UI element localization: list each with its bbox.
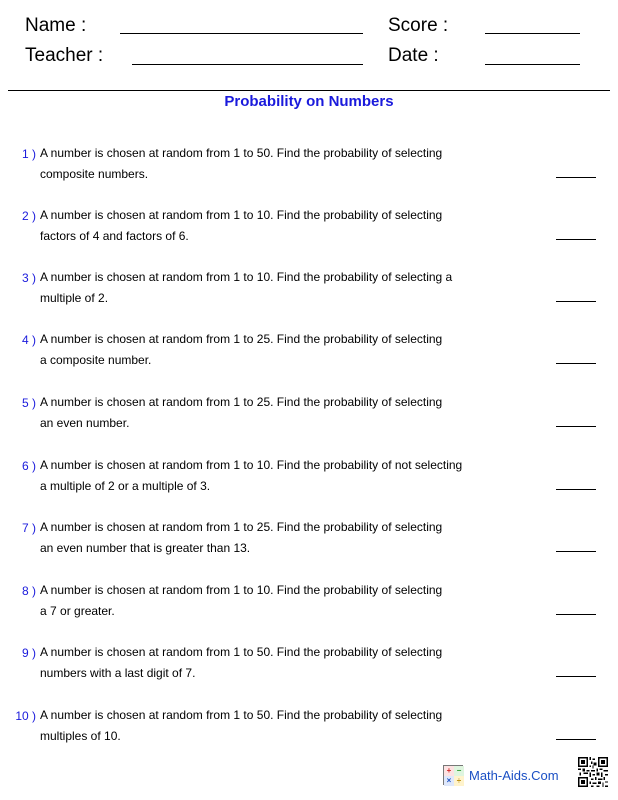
footer-brand [443, 764, 559, 786]
question-item [0, 208, 618, 258]
score-field[interactable] [485, 33, 580, 34]
question-item [0, 458, 618, 508]
question-item [0, 645, 618, 695]
answer-blank[interactable] [556, 239, 596, 240]
answer-blank[interactable] [556, 426, 596, 427]
question-text-line-2: a composite number. [40, 353, 152, 367]
answer-blank[interactable] [556, 177, 596, 178]
question-text-line-2: factors of 4 and factors of 6. [40, 229, 189, 243]
question-text-line-2: numbers with a last digit of 7. [40, 666, 196, 680]
question-text [40, 708, 510, 747]
logo-plus-glyph: + [444, 766, 454, 776]
question-text-line-1: A number is chosen at random from 1 to 50. Find the probability of selecting [40, 645, 443, 659]
name-field[interactable] [120, 33, 363, 34]
question-text-line-2: an even number that is greater than 13. [40, 541, 251, 555]
logo-divide-glyph: ÷ [454, 776, 464, 786]
qr-code-icon [578, 757, 608, 787]
question-text [40, 395, 510, 434]
question-text-line-2: a 7 or greater. [40, 604, 115, 618]
question-item [0, 520, 618, 570]
question-text-line-1: A number is chosen at random from 1 to 50. Find the probability of selecting [40, 708, 443, 722]
question-text [40, 583, 510, 622]
question-text-line-1: A number is chosen at random from 1 to 25. Find the probability of selecting [40, 395, 443, 409]
question-text-line-1: A number is chosen at random from 1 to 10. Find the probability of selecting [40, 208, 443, 222]
calculator-logo-icon [443, 765, 463, 785]
answer-blank[interactable] [556, 676, 596, 677]
brand-link[interactable]: Math-Aids.Com [469, 767, 559, 783]
question-text-line-1: A number is chosen at random from 1 to 10. Find the probability of selecting [40, 583, 443, 597]
question-number: 3 ) [21, 271, 36, 285]
question-text [40, 332, 510, 371]
question-text-line-2: an even number. [40, 416, 130, 430]
answer-blank[interactable] [556, 614, 596, 615]
question-item [0, 395, 618, 445]
question-number: 5 ) [21, 396, 36, 410]
answer-blank[interactable] [556, 489, 596, 490]
question-text [40, 520, 510, 559]
worksheet-title: Probability on Numbers [224, 93, 394, 110]
date-field[interactable] [485, 64, 580, 65]
question-text-line-1: A number is chosen at random from 1 to 50. Find the probability of selecting [40, 146, 443, 160]
question-text [40, 458, 510, 497]
question-text-line-1: A number is chosen at random from 1 to 25. Find the probability of selecting [40, 332, 443, 346]
name-label: Name : [25, 15, 87, 36]
question-text [40, 645, 510, 684]
teacher-label: Teacher : [25, 45, 104, 66]
question-text-line-2: composite numbers. [40, 167, 149, 181]
teacher-field[interactable] [132, 64, 363, 65]
answer-blank[interactable] [556, 363, 596, 364]
answer-blank[interactable] [556, 301, 596, 302]
question-text-line-1: A number is chosen at random from 1 to 25. Find the probability of selecting [40, 520, 443, 534]
answer-blank[interactable] [556, 739, 596, 740]
question-number: 1 ) [21, 147, 36, 161]
question-text-line-1: A number is chosen at random from 1 to 10. Find the probability of not selecting [40, 458, 463, 472]
question-number: 4 ) [21, 333, 36, 347]
question-number: 6 ) [21, 459, 36, 473]
question-text [40, 270, 510, 309]
question-number: 8 ) [21, 584, 36, 598]
question-text-line-1: A number is chosen at random from 1 to 10. Find the probability of selecting a [40, 270, 453, 284]
question-number: 2 ) [21, 209, 36, 223]
question-text-line-2: multiples of 10. [40, 729, 121, 743]
logo-times-glyph: × [444, 776, 454, 786]
question-item [0, 332, 618, 382]
score-label: Score : [388, 15, 449, 36]
question-item [0, 583, 618, 633]
header-divider [8, 90, 610, 91]
question-item [0, 270, 618, 320]
question-text [40, 208, 510, 247]
question-text-line-2: a multiple of 2 or a multiple of 3. [40, 479, 211, 493]
question-item [0, 708, 618, 758]
question-number: 9 ) [21, 646, 36, 660]
date-label: Date : [388, 45, 439, 66]
question-number: 10 ) [15, 709, 36, 723]
question-item [0, 146, 618, 196]
answer-blank[interactable] [556, 551, 596, 552]
question-text [40, 146, 510, 185]
question-number: 7 ) [21, 521, 36, 535]
question-text-line-2: multiple of 2. [40, 291, 109, 305]
logo-minus-glyph: − [454, 766, 464, 776]
